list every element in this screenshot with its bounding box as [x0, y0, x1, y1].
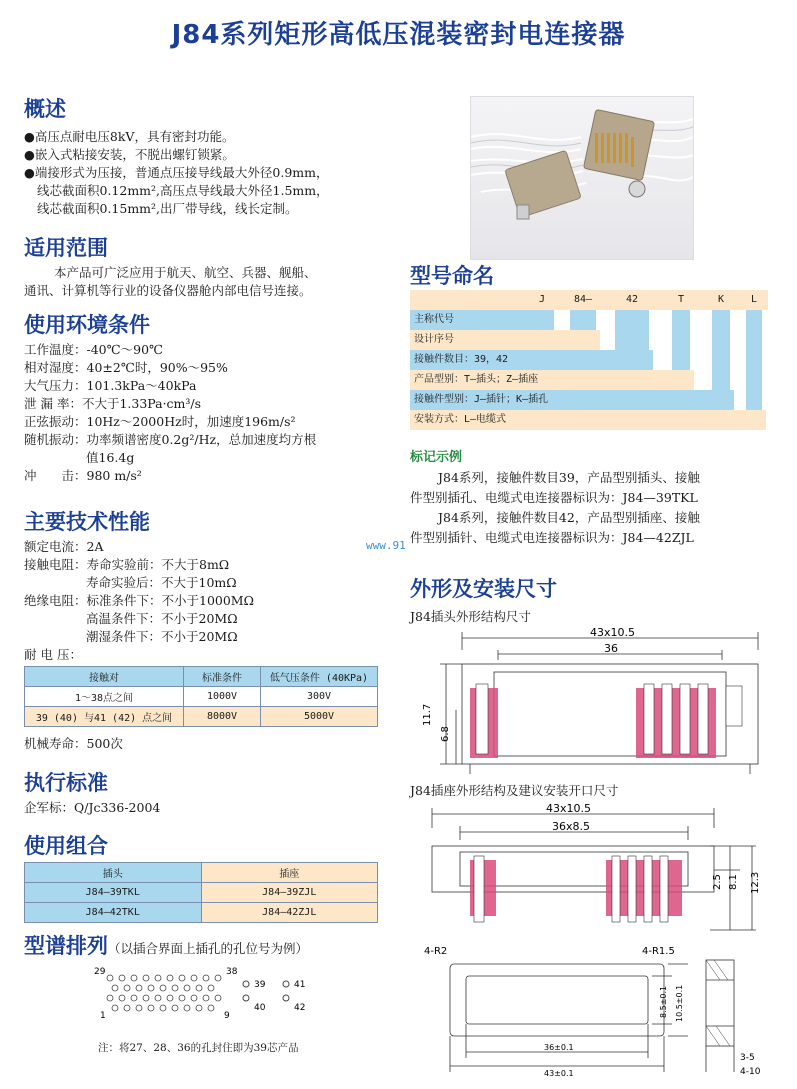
- dim-label: 10.5±0.1: [675, 984, 684, 1022]
- env-line: 工作温度：-40℃～90℃: [24, 342, 164, 357]
- table-header: 插头: [25, 863, 202, 883]
- env-line: 值16.4g: [86, 450, 135, 465]
- env-line: 泄 漏 率：不大于1.33Pa·cm³/s: [24, 396, 202, 411]
- pin-hole: [131, 975, 137, 981]
- pinout-subheading: （以插合界面上插孔的孔位号为例）: [108, 941, 309, 956]
- table-cell: J84—42ZJL: [201, 903, 378, 923]
- dim-label: 36x8.5: [552, 820, 591, 833]
- naming-code: 84—: [573, 294, 593, 305]
- table-cell: 39 (40) 与41 (42) 点之间: [25, 707, 184, 727]
- naming-table: [410, 290, 768, 430]
- table-cell: J84—42TKL: [25, 903, 202, 923]
- env-line: 冲 击：980 m/s²: [24, 468, 142, 483]
- watermark-text: www.91: [366, 539, 406, 552]
- environment-heading: 使用环境条件: [24, 313, 150, 337]
- pin-label: 38: [226, 967, 238, 977]
- pin-hole: [160, 985, 166, 991]
- pin-40: [243, 995, 249, 1001]
- scope-heading: 适用范围: [24, 236, 108, 260]
- pin-hole: [191, 995, 197, 1001]
- naming-code: L: [750, 294, 758, 305]
- marking-line: 件型别插针、电缆式电连接器标识为：J84—42ZJL: [410, 530, 694, 545]
- pin-hole: [167, 975, 173, 981]
- env-line: 大气压力：101.3kPa～40kPa: [24, 378, 197, 393]
- pin-hole: [155, 975, 161, 981]
- perf-line: 潮湿条件下：不小于20MΩ: [86, 629, 238, 644]
- marking-text: [410, 468, 700, 548]
- pin-label: 39: [254, 980, 266, 990]
- naming-row: 设计序号: [410, 330, 600, 350]
- dimensions-heading: 外形及安装尺寸: [410, 577, 557, 601]
- pin-hole: [136, 985, 142, 991]
- table-cell: 1000V: [184, 687, 261, 707]
- naming-code: T: [677, 294, 685, 305]
- mechanical-life: 机械寿命：500次: [24, 736, 123, 751]
- dim-label: 3-5: [740, 1053, 755, 1063]
- overview-heading: 概述: [24, 97, 66, 121]
- pin-hole: [184, 1005, 190, 1011]
- pinout-note: 注：将27、28、36的孔封住即为39芯产品: [98, 1042, 299, 1054]
- dim-label: 43x10.5: [590, 626, 635, 639]
- pin-hole: [196, 985, 202, 991]
- table-cell: J84—39ZJL: [201, 883, 378, 903]
- dim-label: 6.8: [440, 726, 451, 742]
- pin-label: 29: [94, 967, 106, 977]
- pin-hole: [143, 995, 149, 1001]
- marking-line: 件型别插孔、电缆式电连接器标识为：J84—39TKL: [410, 490, 698, 505]
- performance-heading: 主要技术性能: [24, 510, 150, 534]
- pin-hole: [172, 1005, 178, 1011]
- pin-hole: [119, 975, 125, 981]
- overview-item: 线芯截面积0.12mm²,高压点导线最大外径1.5mm，: [37, 183, 329, 198]
- plug-drawing: [410, 624, 790, 780]
- pin-hole: [107, 995, 113, 1001]
- socket-drawing: [410, 800, 790, 940]
- table-cell: J84—39TKL: [25, 883, 202, 903]
- dim-label: 43±0.1: [544, 1069, 574, 1078]
- overview-list: [24, 128, 329, 218]
- pin-hole: [179, 995, 185, 1001]
- pin-hole: [196, 1005, 202, 1011]
- pin-label: 42: [294, 1003, 306, 1013]
- pinout-heading: 型谱排列: [24, 934, 108, 958]
- marking-line: J84系列，接触件数目39，产品型别插头、接触: [438, 470, 700, 485]
- pin-hole: [124, 985, 130, 991]
- dim-label: 8.5±0.1: [659, 985, 668, 1018]
- naming-row: 安装方式：L—电缆式: [410, 410, 766, 430]
- pin-hole: [155, 995, 161, 1001]
- pin-hole: [131, 995, 137, 1001]
- table-cell: 1～38点之间: [25, 687, 184, 707]
- pin-hole: [184, 985, 190, 991]
- product-photo: [470, 96, 694, 260]
- pin-hole: [172, 985, 178, 991]
- overview-item: ●高压点耐电压8kV，具有密封功能。: [24, 129, 235, 144]
- naming-row: 接触件数目：39，42: [410, 350, 653, 370]
- table-header: 标准条件: [184, 667, 261, 687]
- pin-hole: [215, 975, 221, 981]
- naming-heading: 型号命名: [410, 264, 494, 288]
- table-row: [25, 883, 378, 903]
- pinout-title: [24, 930, 308, 960]
- pin-hole: [112, 985, 118, 991]
- env-line: 相对湿度：40±2℃时，90%～95%: [24, 360, 228, 375]
- pin-41: [283, 981, 289, 987]
- dim-label: 4-R1.5: [642, 946, 675, 957]
- pinout-diagram: [90, 962, 330, 1024]
- env-line: 随机振动：功率频谱密度0.2g²/Hz，总加速度均方根: [24, 432, 317, 447]
- dim-label: 2.5: [712, 874, 723, 890]
- overview-item: ●嵌入式粘接安装，不脱出螺钉锁紧。: [24, 147, 235, 162]
- marking-heading: 标记示例: [410, 450, 463, 465]
- pin-42: [283, 995, 289, 1001]
- pin-hole: [208, 985, 214, 991]
- scope-text: [24, 264, 317, 300]
- pin-hole: [179, 975, 185, 981]
- perf-line: 接触电阻：寿命实验前：不大于8mΩ: [24, 557, 230, 572]
- table-row: [25, 667, 378, 687]
- socket-caption: J84插座外形结构及建议安装开口尺寸: [410, 783, 619, 798]
- naming-row: 产品型别：T—插头；Z—插座: [410, 370, 694, 390]
- overview-item: 线芯截面积0.15mm²,出厂带导线，线长定制。: [37, 201, 298, 216]
- pin-label: 1: [100, 1011, 106, 1021]
- pin-hole: [143, 975, 149, 981]
- dim-label: 4-R2: [424, 946, 448, 957]
- pin-hole: [167, 995, 173, 1001]
- pin-hole: [112, 1005, 118, 1011]
- dim-label: 4-10: [740, 1067, 761, 1077]
- naming-row: 接触件型别：J—插针；K—插孔: [410, 390, 734, 410]
- pin-hole: [107, 975, 113, 981]
- environment-list: [24, 341, 316, 485]
- table-cell: 300V: [261, 687, 378, 707]
- env-line: 正弦振动：10Hz～2000Hz时，加速度196m/s²: [24, 414, 296, 429]
- table-row: [25, 687, 378, 707]
- table-header: 插座: [201, 863, 378, 883]
- dim-label: 36±0.1: [544, 1043, 574, 1052]
- standard-heading: 执行标准: [24, 771, 108, 795]
- pin-hole: [208, 1005, 214, 1011]
- pin-hole: [136, 1005, 142, 1011]
- pin-hole: [203, 995, 209, 1001]
- scope-line: 本产品可广泛应用于航天、航空、兵器、舰船、: [54, 265, 317, 280]
- dim-label: 11.7: [422, 703, 433, 726]
- dim-label: 8.1: [728, 874, 739, 890]
- pin-hole: [148, 985, 154, 991]
- perf-line: 寿命实验后：不大于10mΩ: [86, 575, 237, 590]
- table-header: 接触对: [25, 667, 184, 687]
- table-row: [25, 863, 378, 883]
- performance-list: [24, 538, 254, 664]
- table-header: 低气压条件 (40KPa): [261, 667, 378, 687]
- pin-hole: [124, 1005, 130, 1011]
- pin-hole: [160, 1005, 166, 1011]
- perf-line: 耐 电 压：: [24, 647, 82, 662]
- plug-caption: J84插头外形结构尺寸: [410, 609, 531, 624]
- perf-line: 额定电流：2A: [24, 539, 104, 554]
- standard-text: 企军标：Q/Jc336-2004: [24, 800, 161, 815]
- pin-hole: [215, 995, 221, 1001]
- pin-hole: [119, 995, 125, 1001]
- perf-line: 绝缘电阻：标准条件下：不小于1000MΩ: [24, 593, 254, 608]
- dim-label: 36: [604, 642, 618, 655]
- pin-label: 9: [224, 1011, 230, 1021]
- table-row: [25, 903, 378, 923]
- naming-code: 42: [625, 294, 639, 305]
- table-cell: 8000V: [184, 707, 261, 727]
- combination-heading: 使用组合: [24, 834, 108, 858]
- voltage-table: [24, 666, 378, 727]
- pin-hole: [148, 1005, 154, 1011]
- combination-table: [24, 862, 378, 923]
- perf-line: 高温条件下：不小于20MΩ: [86, 611, 238, 626]
- naming-code: J: [538, 294, 546, 305]
- dim-label: 43x10.5: [546, 802, 591, 815]
- naming-row: 主称代号: [410, 310, 554, 330]
- dim-label: 12.3: [750, 871, 761, 894]
- page-title: J84系列矩形高低压混装密封电连接器: [171, 20, 626, 50]
- scope-line: 通讯、计算机等行业的设备仪器舱内部电信号连接。: [24, 283, 312, 298]
- naming-code: K: [717, 294, 725, 305]
- overview-item: ●端接形式为压接，普通点压接导线最大外径0.9mm，: [24, 165, 329, 180]
- pin-39: [243, 981, 249, 987]
- table-row: [25, 707, 378, 727]
- table-cell: 5000V: [261, 707, 378, 727]
- cutout-drawing: [410, 940, 790, 1080]
- pin-hole: [191, 975, 197, 981]
- marking-line: J84系列，接触件数目42，产品型别插座、接触: [438, 510, 700, 525]
- pin-label: 40: [254, 1003, 266, 1013]
- pin-label: 41: [294, 980, 306, 990]
- pin-hole: [203, 975, 209, 981]
